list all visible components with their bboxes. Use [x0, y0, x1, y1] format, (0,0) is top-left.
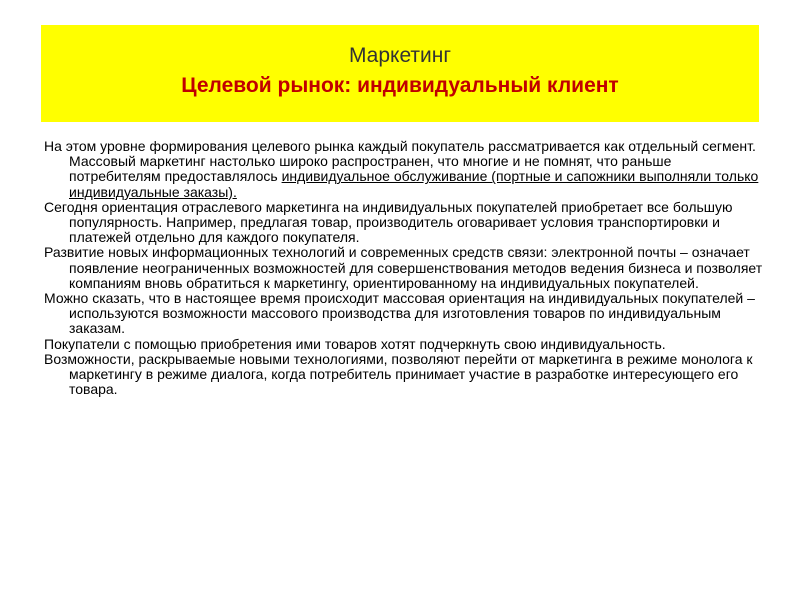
paragraph-5: Покупатели с помощью приобретения ими товаров хотят подчеркнуть свою индивидуальность.: [44, 335, 666, 352]
paragraph-2: Сегодня ориентация отраслевого маркетинга на индивидуальных покупателей приобретает все большую популярность. Например, предлагая товар, производитель оговаривает условия транспортировки и платежей отдельно для каждого покупателя.: [44, 198, 733, 246]
title-banner: [41, 25, 759, 122]
paragraph-6: Возможности, раскрываемые новыми технологиями, позволяют перейти от маркетинга в режиме монолога к маркетингу в режиме диалога, когда потребитель принимает участие в разработке интересующего его товара.: [44, 350, 753, 398]
slide-subtitle: Целевой рынок: индивидуальный клиент: [181, 74, 619, 97]
paragraph-1-underlined-text: индивидуальное обслуживание (портные и сапожники выполняли только индивидуальные заказы).: [69, 168, 759, 200]
paragraph-1-text: На этом уровне формирования целевого рынка каждый покупатель рассматривается как отдельный сегмент. Массовый маркетинг настолько широко распространен, что многие и не помнят, что раньше потребителям предоставлялось: [44, 138, 756, 185]
paragraph-4: Можно сказать, что в настоящее время происходит массовая ориентация на индивидуальных покупателей – используются возможности массового производства для изготовления товаров по индивидуальным заказам.: [44, 290, 755, 337]
slide-title: Маркетинг: [348, 44, 452, 67]
paragraph-3: Развитие новых информационных технологий и современных средств связи: электронной почты – означает появление неограниченных возможностей для совершенствования методов ведения бизнеса и позволяет компаниям вновь обратиться к маркетингу, ориентированному на индивидуальных покупателей.: [44, 244, 763, 291]
paragraph-1: [44, 139, 764, 200]
slide-body: [44, 139, 764, 397]
